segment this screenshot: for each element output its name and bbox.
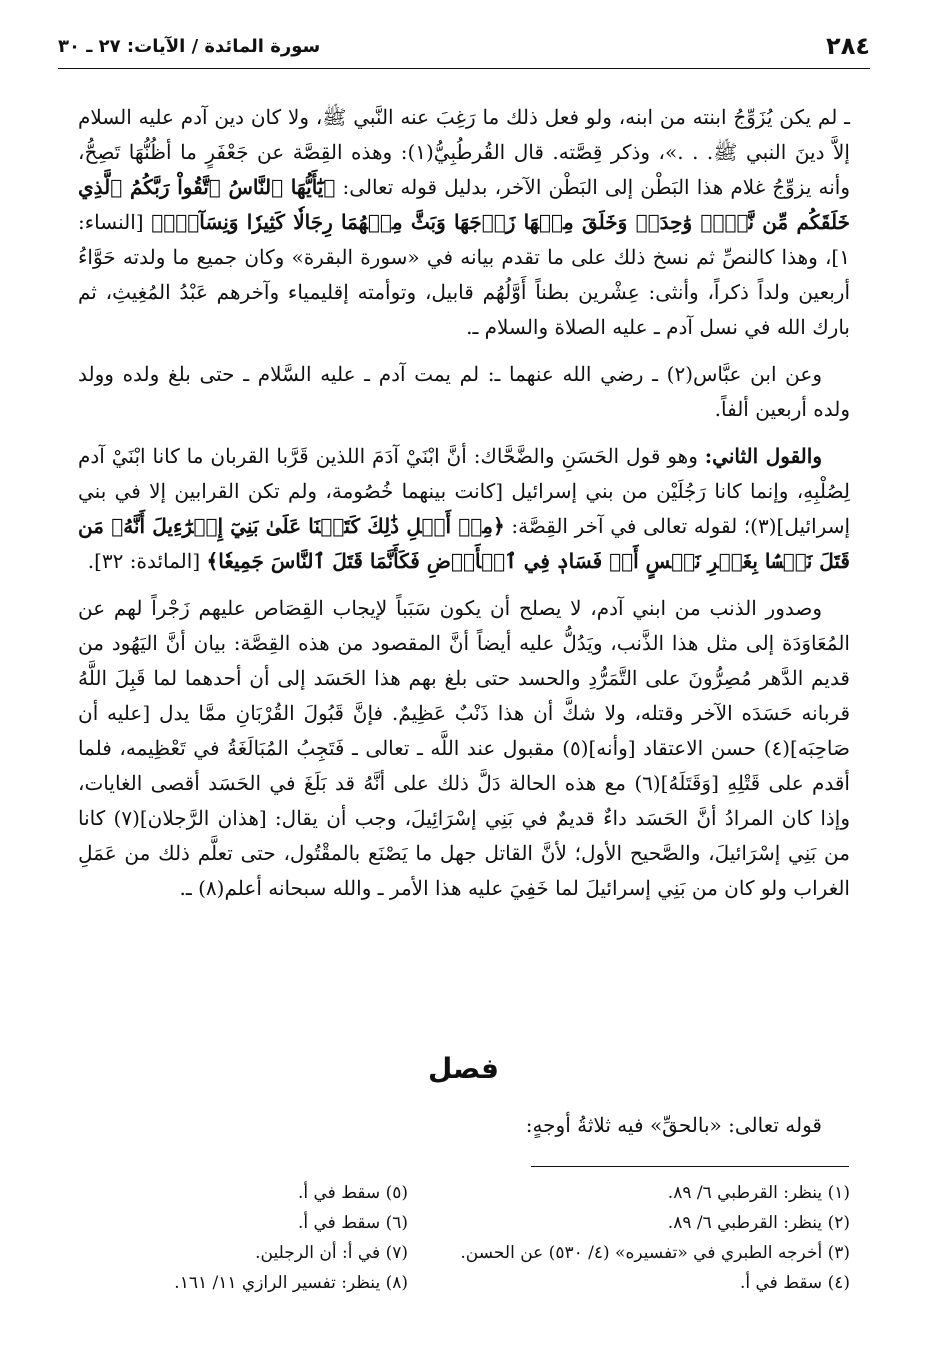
quran-verse-1: ﴿يَٰٓأَيُّهَا ٱلنَّاسُ ٱتَّقُواْ رَبَّكُمُ ٱلَّذِي خَلَقَكُم مِّن نَّفۡسٖ وَٰحِدَةٖ وَخَلَقَ مِنۡهَا زَوۡجَهَا وَبَثَّ مِنۡهُمَا رِجَالٗا كَثِيرٗا وَنِسَآءٗۚ﴾ xyxy=(78,175,850,234)
second-opinion-lead: والقول الثاني: xyxy=(704,444,822,468)
footnote-divider xyxy=(531,1166,849,1167)
footnote-5: (٥) سقط في أ. xyxy=(297,1183,408,1203)
paragraph-3 xyxy=(78,439,850,579)
running-title: سورة المائدة / الآيات: ٢٧ ـ ٣٠ xyxy=(58,36,321,57)
quran-verse-2: ﴿مِنۡ أَجۡلِ ذَٰلِكَ كَتَبۡنَا عَلَىٰ بَنِيٓ إِسۡرَٰٓءِيلَ أَنَّهُۥ مَن قَتَلَ نَفۡسَۢا بِغَيۡرِ نَفۡسٍ أَوۡ فَسَادٖ فِي ٱلۡأَرۡضِ فَكَأَنَّمَا قَتَلَ ٱلنَّاسَ جَمِيعٗا﴾ xyxy=(78,514,850,573)
footnote-3: (٣) أخرجه الطبري في «تفسيره» (٤/ ٥٣٠) عن الحسن. xyxy=(460,1243,850,1263)
footnote-7: (٧) في أ: أن الرجلين. xyxy=(255,1243,408,1263)
page-header xyxy=(58,28,870,69)
paragraph-4: وصدور الذنب من ابني آدم، لا يصلح أن يكون سَبَباً لإيجاب القِصَاص عليهم زَجْراً لهم عن المُعَاوَدَة إلى مثل هذا الذَّنب، ويَدُلُّ عليه أيضاً أنَّ المقصود من هذه القِصَّة: بيان أنَّ اليَهُود من قديم الدَّهر مُصِرُّونَ على التَّمَرُّدِ والحسد حتى بلغ بهم هذا الحَسَد إلى أن أحدهما لما قَبِلَ اللَّهُ قربانه حَسَدَه الآخر وقتله، ولا شكَّ أن هذا ذَنْبٌ عَظِيمٌ. فإنَّ قَبُولَ القُرْبَانِ ممَّا يدل [عليه أن صَاحِبَه](٤) حسن الاعتقاد [وأنه](٥) مقبول عند اللَّه ـ تعالى ـ فَتَجِبُ المُبَالَغَةُ في تَعْظِيمه، فلما أقدم على قَتْلِهِ [وَقَتَلَهُ](٦) مع هذه الحالة دَلَّ ذلك على أنَّهُ قد بَلَغَ في الحَسَد أقصى الغايات، وإذا كان المرادُ أنَّ الحَسَد داءٌ قديمٌ في بَنِي إسْرَائِيلَ، وجب أن يقال: [هذان الرَّجلان](٧) كانا من بَنِي إسْرَائيلَ، والصَّحيح الأول؛ لأنَّ القاتل جهل ما يَصْنَع بالمقْتُول، حتى تعلَّم ذلك من عَمَلِ الغراب ولو كان من بَنِي إسرائيلَ لما خَفِيَ عليه هذا الأمر ـ والله سبحانه أعلم(٨) ـ. xyxy=(78,596,851,900)
main-text xyxy=(78,100,850,918)
footnote-4: (٤) سقط في أ. xyxy=(739,1273,850,1293)
paragraph-3-rest: [المائدة: ٣٢]. xyxy=(87,549,201,573)
footnote-1: (١) ينظر: القرطبي ٦/ ٨٩. xyxy=(667,1183,850,1203)
paragraph-3-text: وهو قول الحَسَنِ والضَّحَّاك: أنَّ ابْنَيْ آدَمَ اللذين قَرَّبا القربان ما كانا ابْنَيْ آدم لِصُلْبِهِ، وإنما كانا رَجُلَيْن من بني إسرائيل [كانت بينهما خُصُومة، ولم تكن القرابين إلا في بني إسرائيل](٣)؛ لقوله تعالى في آخر القِصَّة: xyxy=(78,444,851,538)
footnote-2: (٢) ينظر: القرطبي ٦/ ٨٩. xyxy=(667,1213,850,1233)
footnotes-left-column xyxy=(78,1178,408,1298)
paragraph-2: وعن ابن عبَّاس(٢) ـ رضي الله عنهما ـ: لم يمت آدم ـ عليه السَّلام ـ حتى بلغ ولده وولد ولده أربعين ألفاً. xyxy=(78,362,850,421)
paragraph-1 xyxy=(78,100,850,345)
footnote-8: (٨) ينظر: تفسير الرازي ١١/ ١٦١. xyxy=(174,1273,408,1293)
paragraph-1-text: ـ لم يكن يُزَوِّجُ ابنته من ابنه، ولو فعل ذلك ما رَغِبَ عنه النَّبي ﷺ، ولا كان دين آدم عليه السلام إلاَّ دينَ النبي ﷺ. . .»، وذكر قِصَّته. قال القُرطُبِيُّ(١): وهذه القِصَّة عن جَعْفَرٍ ما أظُنُّهَا تَصِحُّ، وأنه يزوِّجُ غلام هذا البَطْن إلى البَطْن الآخر، بدليل قوله تعالى: xyxy=(78,105,850,199)
paragraph-1-rest: [النساء: ١]، وهذا كالنصِّ ثم نسخ ذلك على ما تقدم بيانه في «سورة البقرة» وكان جميع ما ولدته حَوَّاءُ أربعين ولداً ذكراً، وأنثى: عِشْرين بطناً أَوَّلُهُم قابيل، وتوأمته إقليمياء وآخرهم عَبْدُ المُغِيثِ، ثم بارك الله في نسل آدم ـ عليه الصلاة والسلام ـ. xyxy=(78,210,850,339)
section-intro: قوله تعالى: «بالحقِّ» فيه ثلاثةُ أوجهٍ: xyxy=(525,1113,822,1137)
page-number: ٢٨٤ xyxy=(826,32,870,60)
footnote-6: (٦) سقط في أ. xyxy=(297,1213,408,1233)
footnotes-right-column xyxy=(430,1178,850,1298)
section-title: فصل xyxy=(428,1052,499,1085)
